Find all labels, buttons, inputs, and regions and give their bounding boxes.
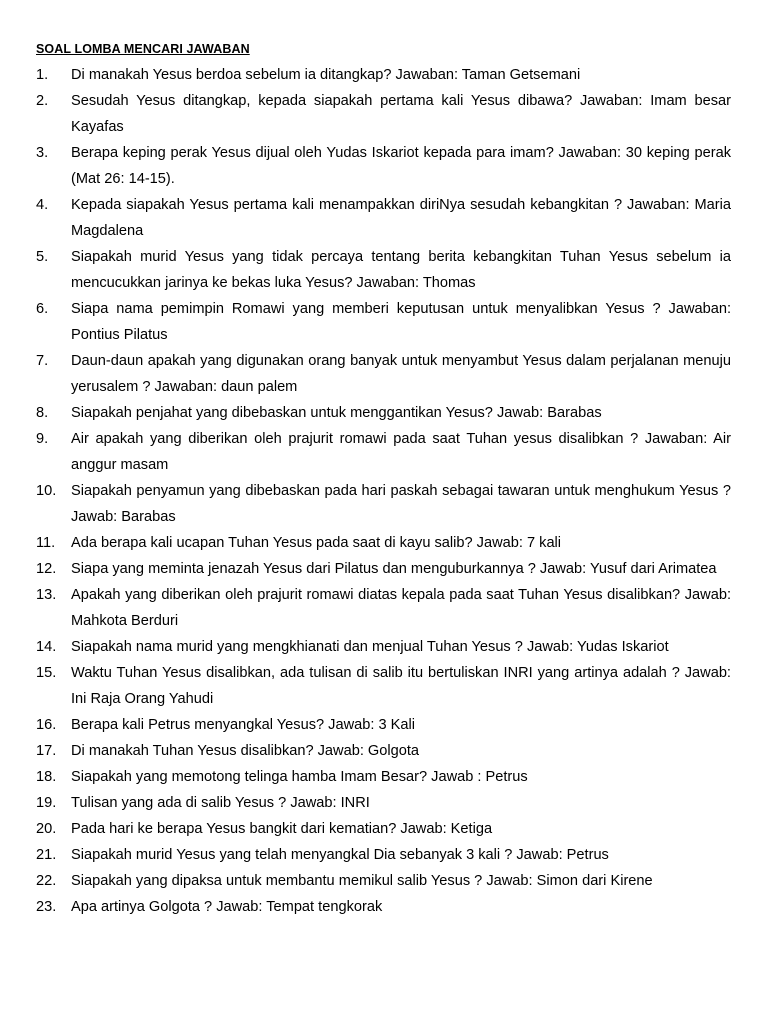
question-item [36,62,731,88]
question-number: 12. [36,561,57,577]
question-number: 4. [36,197,49,213]
question-number: 11. [36,535,56,551]
question-number: 21. [36,847,57,863]
question-number: 2. [36,93,49,109]
question-item [36,868,731,894]
question-item [36,764,731,790]
question-number: 8. [36,405,49,421]
question-text: Di manakah Yesus berdoa sebelum ia ditangkap? Jawaban: Taman Getsemani [71,67,581,83]
question-number: 5. [36,249,49,265]
question-text: Pada hari ke berapa Yesus bangkit dari kematian? Jawab: Ketiga [71,821,493,837]
question-number: 18. [36,769,57,785]
question-number: 22. [36,873,57,889]
question-text: Siapakah penjahat yang dibebaskan untuk menggantikan Yesus? Jawab: Barabas [71,405,602,421]
question-number: 19. [36,795,57,811]
question-text: Berapa kali Petrus menyangkal Yesus? Jawab: 3 Kali [71,717,415,733]
question-item [36,556,731,582]
question-number: 20. [36,821,57,837]
question-item [36,842,731,868]
question-text: Siapakah yang dipaksa untuk membantu memikul salib Yesus ? Jawab: Simon dari Kirene [71,873,653,889]
question-text: Siapa nama pemimpin Romawi yang memberi keputusan untuk menyalibkan Yesus ? Jawaban: Pontius Pilatus [71,301,731,343]
question-item [36,348,731,400]
question-item [36,712,731,738]
question-item [36,660,731,712]
question-item [36,88,731,140]
question-item [36,192,731,244]
question-text: Di manakah Tuhan Yesus disalibkan? Jawab: Golgota [71,743,420,759]
question-item [36,816,731,842]
question-number: 9. [36,431,49,447]
question-number: 15. [36,665,57,681]
question-item [36,634,731,660]
question-text: Apakah yang diberikan oleh prajurit romawi diatas kepala pada saat Tuhan Yesus disalibkan? Jawab: Mahkota Berduri [71,587,731,629]
question-text: Siapakah nama murid yang mengkhianati dan menjual Tuhan Yesus ? Jawab: Yudas Iskariot [71,639,669,655]
question-item [36,582,731,634]
question-number: 23. [36,899,57,915]
question-number: 6. [36,301,49,317]
question-list [36,62,731,920]
question-item [36,296,731,348]
question-item [36,400,731,426]
question-text: Sesudah Yesus ditangkap, kepada siapakah pertama kali Yesus dibawa? Jawaban: Imam besar Kayafas [71,93,731,135]
question-item [36,140,731,192]
question-text: Siapa yang meminta jenazah Yesus dari Pilatus dan menguburkannya ? Jawab: Yusuf dari Arimatea [71,561,717,577]
question-text: Ada berapa kali ucapan Tuhan Yesus pada saat di kayu salib? Jawab: 7 kali [71,535,562,551]
question-item [36,894,731,920]
question-number: 1. [36,67,49,83]
question-item [36,478,731,530]
question-text: Tulisan yang ada di salib Yesus ? Jawab: INRI [71,795,370,811]
question-text: Kepada siapakah Yesus pertama kali menampakkan diriNya sesudah kebangkitan ? Jawaban: Maria Magdalena [71,197,731,239]
question-number: 14. [36,639,57,655]
question-text: Siapakah murid Yesus yang tidak percaya tentang berita kebangkitan Tuhan Yesus sebelum ia mencucukkan jarinya ke bekas luka Yesus? Jawaban: Thomas [71,249,731,291]
question-text: Siapakah murid Yesus yang telah menyangkal Dia sebanyak 3 kali ? Jawab: Petrus [71,847,609,863]
question-number: 16. [36,717,57,733]
question-number: 17. [36,743,57,759]
question-item [36,738,731,764]
question-item [36,244,731,296]
question-text: Berapa keping perak Yesus dijual oleh Yudas Iskariot kepada para imam? Jawaban: 30 keping perak (Mat 26: 14-15). [71,145,731,187]
question-number: 13. [36,587,57,603]
document-title: SOAL LOMBA MENCARI JAWABAN [36,42,250,56]
question-item [36,530,731,556]
question-text: Daun-daun apakah yang digunakan orang banyak untuk menyambut Yesus dalam perjalanan menuju yerusalem ? Jawaban: daun palem [71,353,731,395]
question-number: 7. [36,353,49,369]
question-item [36,790,731,816]
question-item [36,426,731,478]
question-text: Siapakah penyamun yang dibebaskan pada hari paskah sebagai tawaran untuk menghukum Yesus ? Jawab: Barabas [71,483,731,525]
question-text: Air apakah yang diberikan oleh prajurit romawi pada saat Tuhan yesus disalibkan ? Jawaban: Air anggur masam [71,431,731,473]
question-number: 3. [36,145,49,161]
question-text: Siapakah yang memotong telinga hamba Imam Besar? Jawab : Petrus [71,769,528,785]
question-number: 10. [36,483,57,499]
question-text: Apa artinya Golgota ? Jawab: Tempat tengkorak [71,899,383,915]
question-text: Waktu Tuhan Yesus disalibkan, ada tulisan di salib itu bertuliskan INRI yang artinya adalah ? Jawab: Ini Raja Orang Yahudi [71,665,731,707]
